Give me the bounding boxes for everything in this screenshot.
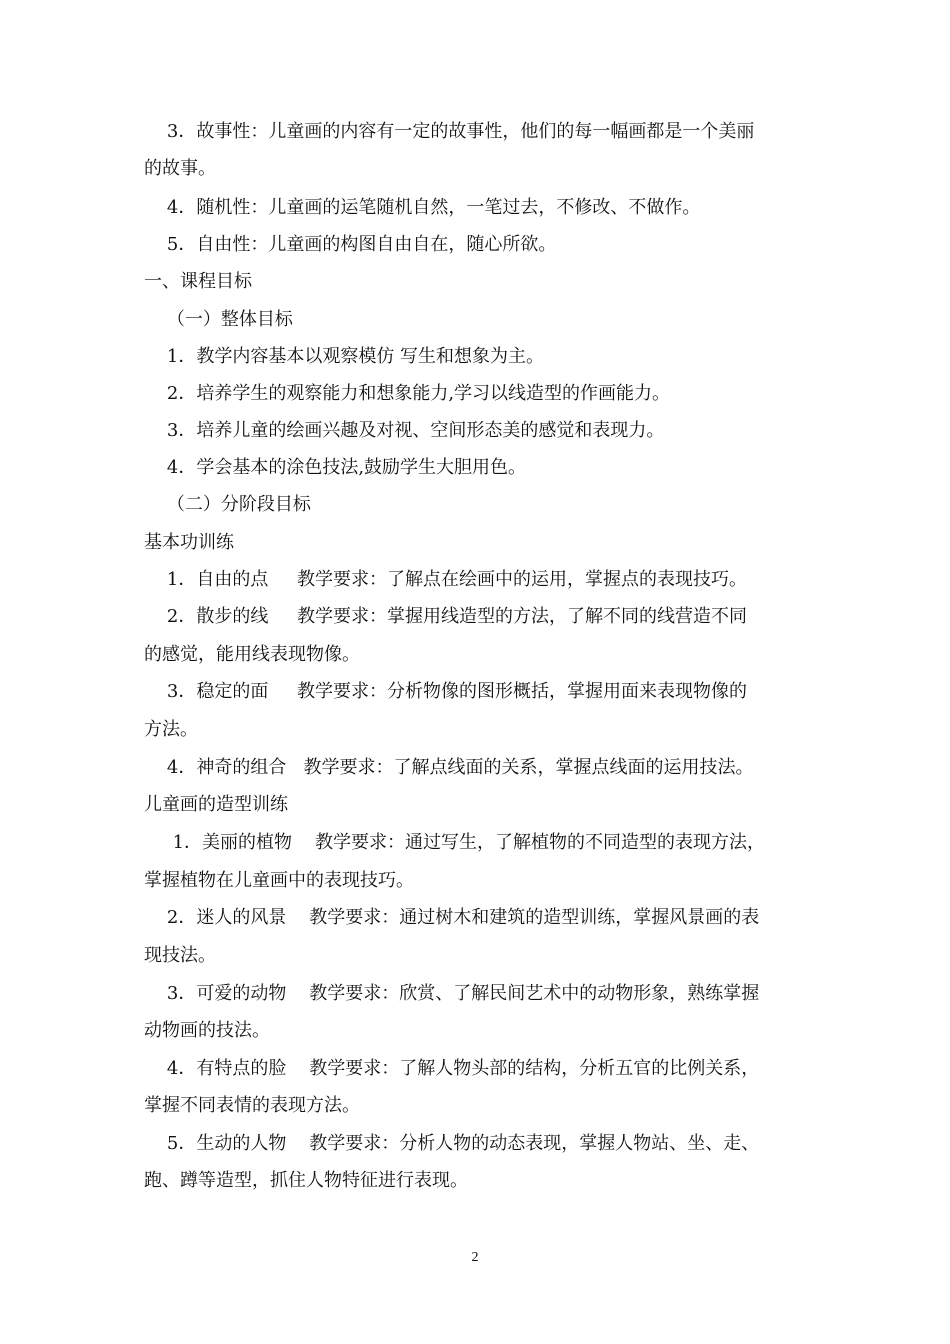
text-line: 方法。 xyxy=(144,719,198,740)
text-line: 3．故事性：儿童画的内容有一定的故事性，他们的每一幅画都是一个美丽 xyxy=(144,121,755,142)
text-line: 4．神奇的组合 教学要求：了解点线面的关系，掌握点线面的运用技法。 xyxy=(144,757,754,778)
section-heading: 儿童画的造型训练 xyxy=(144,794,288,815)
text-line: 1．美丽的植物 教学要求：通过写生，了解植物的不同造型的表现方法， xyxy=(144,832,765,853)
text-line: 4．有特点的脸 教学要求：了解人物头部的结构，分析五官的比例关系， xyxy=(144,1058,760,1079)
subsection-heading: （一）整体目标 xyxy=(144,309,293,330)
text-line: 2．培养学生的观察能力和想象能力,学习以线造型的作画能力。 xyxy=(144,383,671,404)
page-number: 2 xyxy=(471,1250,479,1265)
subsection-heading: （二）分阶段目标 xyxy=(144,494,311,515)
text-line: 3．培养儿童的绘画兴趣及对视、空间形态美的感觉和表现力。 xyxy=(144,420,665,441)
text-line: 2．散步的线 教学要求：掌握用线造型的方法，了解不同的线营造不同 xyxy=(144,606,747,627)
text-line: 动物画的技法。 xyxy=(144,1020,270,1041)
text-line: 的故事。 xyxy=(144,158,216,179)
section-heading: 一、课程目标 xyxy=(144,271,252,292)
text-line: 的感觉，能用线表现物像。 xyxy=(144,644,360,665)
text-line: 掌握不同表情的表现方法。 xyxy=(144,1095,360,1116)
text-line: 4．学会基本的涂色技法,鼓励学生大胆用色。 xyxy=(144,457,527,478)
text-line: 1．自由的点 教学要求：了解点在绘画中的运用，掌握点的表现技巧。 xyxy=(144,569,747,590)
text-line: 3．稳定的面 教学要求：分析物像的图形概括，掌握用面来表现物像的 xyxy=(144,681,747,702)
section-heading: 基本功训练 xyxy=(144,532,234,553)
text-line: 5．生动的人物 教学要求：分析人物的动态表现，掌握人物站、坐、走、 xyxy=(144,1133,760,1154)
text-line: 掌握植物在儿童画中的表现技巧。 xyxy=(144,870,414,891)
text-line: 4．随机性：儿童画的运笔随机自然，一笔过去，不修改、不做作。 xyxy=(144,197,701,218)
text-line: 5．自由性：儿童画的构图自由自在，随心所欲。 xyxy=(144,234,557,255)
text-line: 2．迷人的风景 教学要求：通过树木和建筑的造型训练，掌握风景画的表 xyxy=(144,907,760,928)
text-line: 1．教学内容基本以观察模仿 写生和想象为主。 xyxy=(144,346,545,367)
text-line: 现技法。 xyxy=(144,945,216,966)
text-line: 3．可爱的动物 教学要求：欣赏、了解民间艺术中的动物形象，熟练掌握 xyxy=(144,983,760,1004)
text-line: 跑、蹲等造型，抓住人物特征进行表现。 xyxy=(144,1170,468,1191)
